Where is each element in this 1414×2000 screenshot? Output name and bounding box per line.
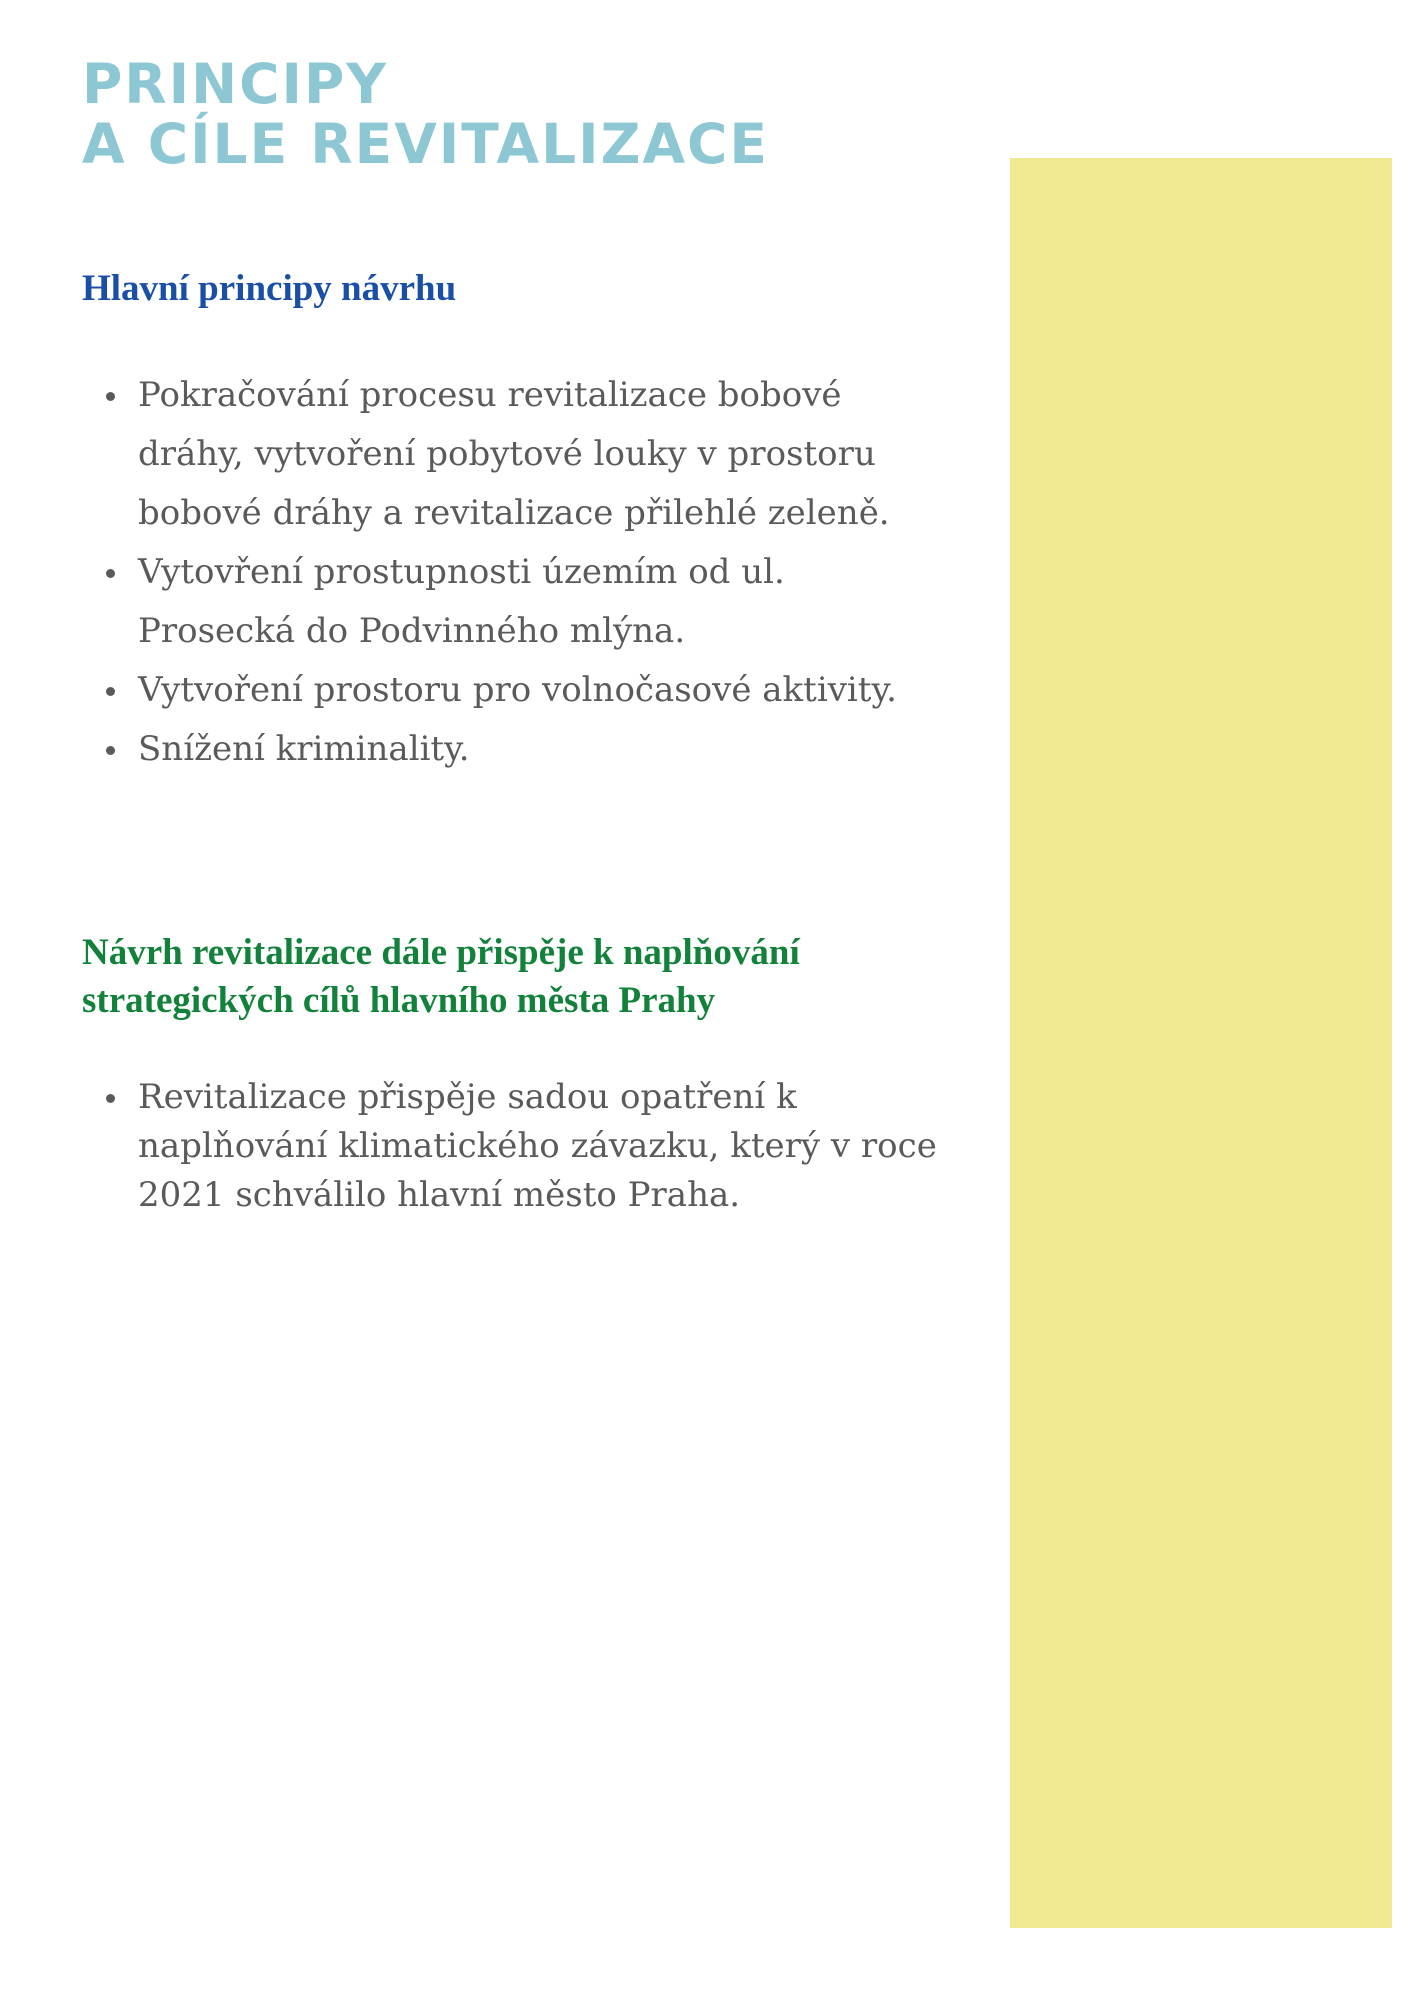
list-item-line: Vytvoření prostoru pro volnočasové aktivity. [138,670,897,710]
page-title-line-2: A CÍLE REVITALIZACE [82,112,769,176]
yellow-decorative-panel [1010,158,1392,1928]
section-heading-line-2: strategických cílů hlavního města Prahy [82,980,716,1021]
list-item-line: Revitalizace přispěje sadou opatření k [138,1077,797,1117]
list-item [82,1073,982,1220]
list-item [82,366,982,543]
section-heading-strategic-goals [82,929,982,1025]
list-item-line: Pokračování procesu revitalizace bobové [138,375,842,415]
page-title [82,54,769,174]
list-item-line: 2021 schválilo hlavní město Praha. [138,1175,741,1215]
list-item [82,720,982,779]
bullet-dot-icon [106,687,115,696]
bullet-dot-icon [106,569,115,578]
bullet-dot-icon [106,392,115,401]
list-item-line: dráhy, vytvoření pobytové louky v prostoru [138,434,876,474]
main-principles-list [82,366,982,779]
list-item [82,543,982,661]
page-title-line-1: PRINCIPY [82,52,389,116]
section-heading-main-principles: Hlavní principy návrhu [82,268,457,309]
strategic-goals-list [82,1073,982,1220]
list-item-line: bobové dráhy a revitalizace přilehlé zeleně. [138,493,890,533]
bullet-dot-icon [106,746,115,755]
list-item-line: naplňování klimatického závazku, který v roce [138,1126,937,1166]
list-item [82,661,982,720]
section-heading-line-1: Návrh revitalizace dále přispěje k naplňování [82,932,800,973]
list-item-line: Prosecká do Podvinného mlýna. [138,611,686,651]
list-item-line: Vytovření prostupnosti územím od ul. [138,552,785,592]
bullet-dot-icon [106,1094,115,1103]
list-item-line: Snížení kriminality. [138,729,470,769]
